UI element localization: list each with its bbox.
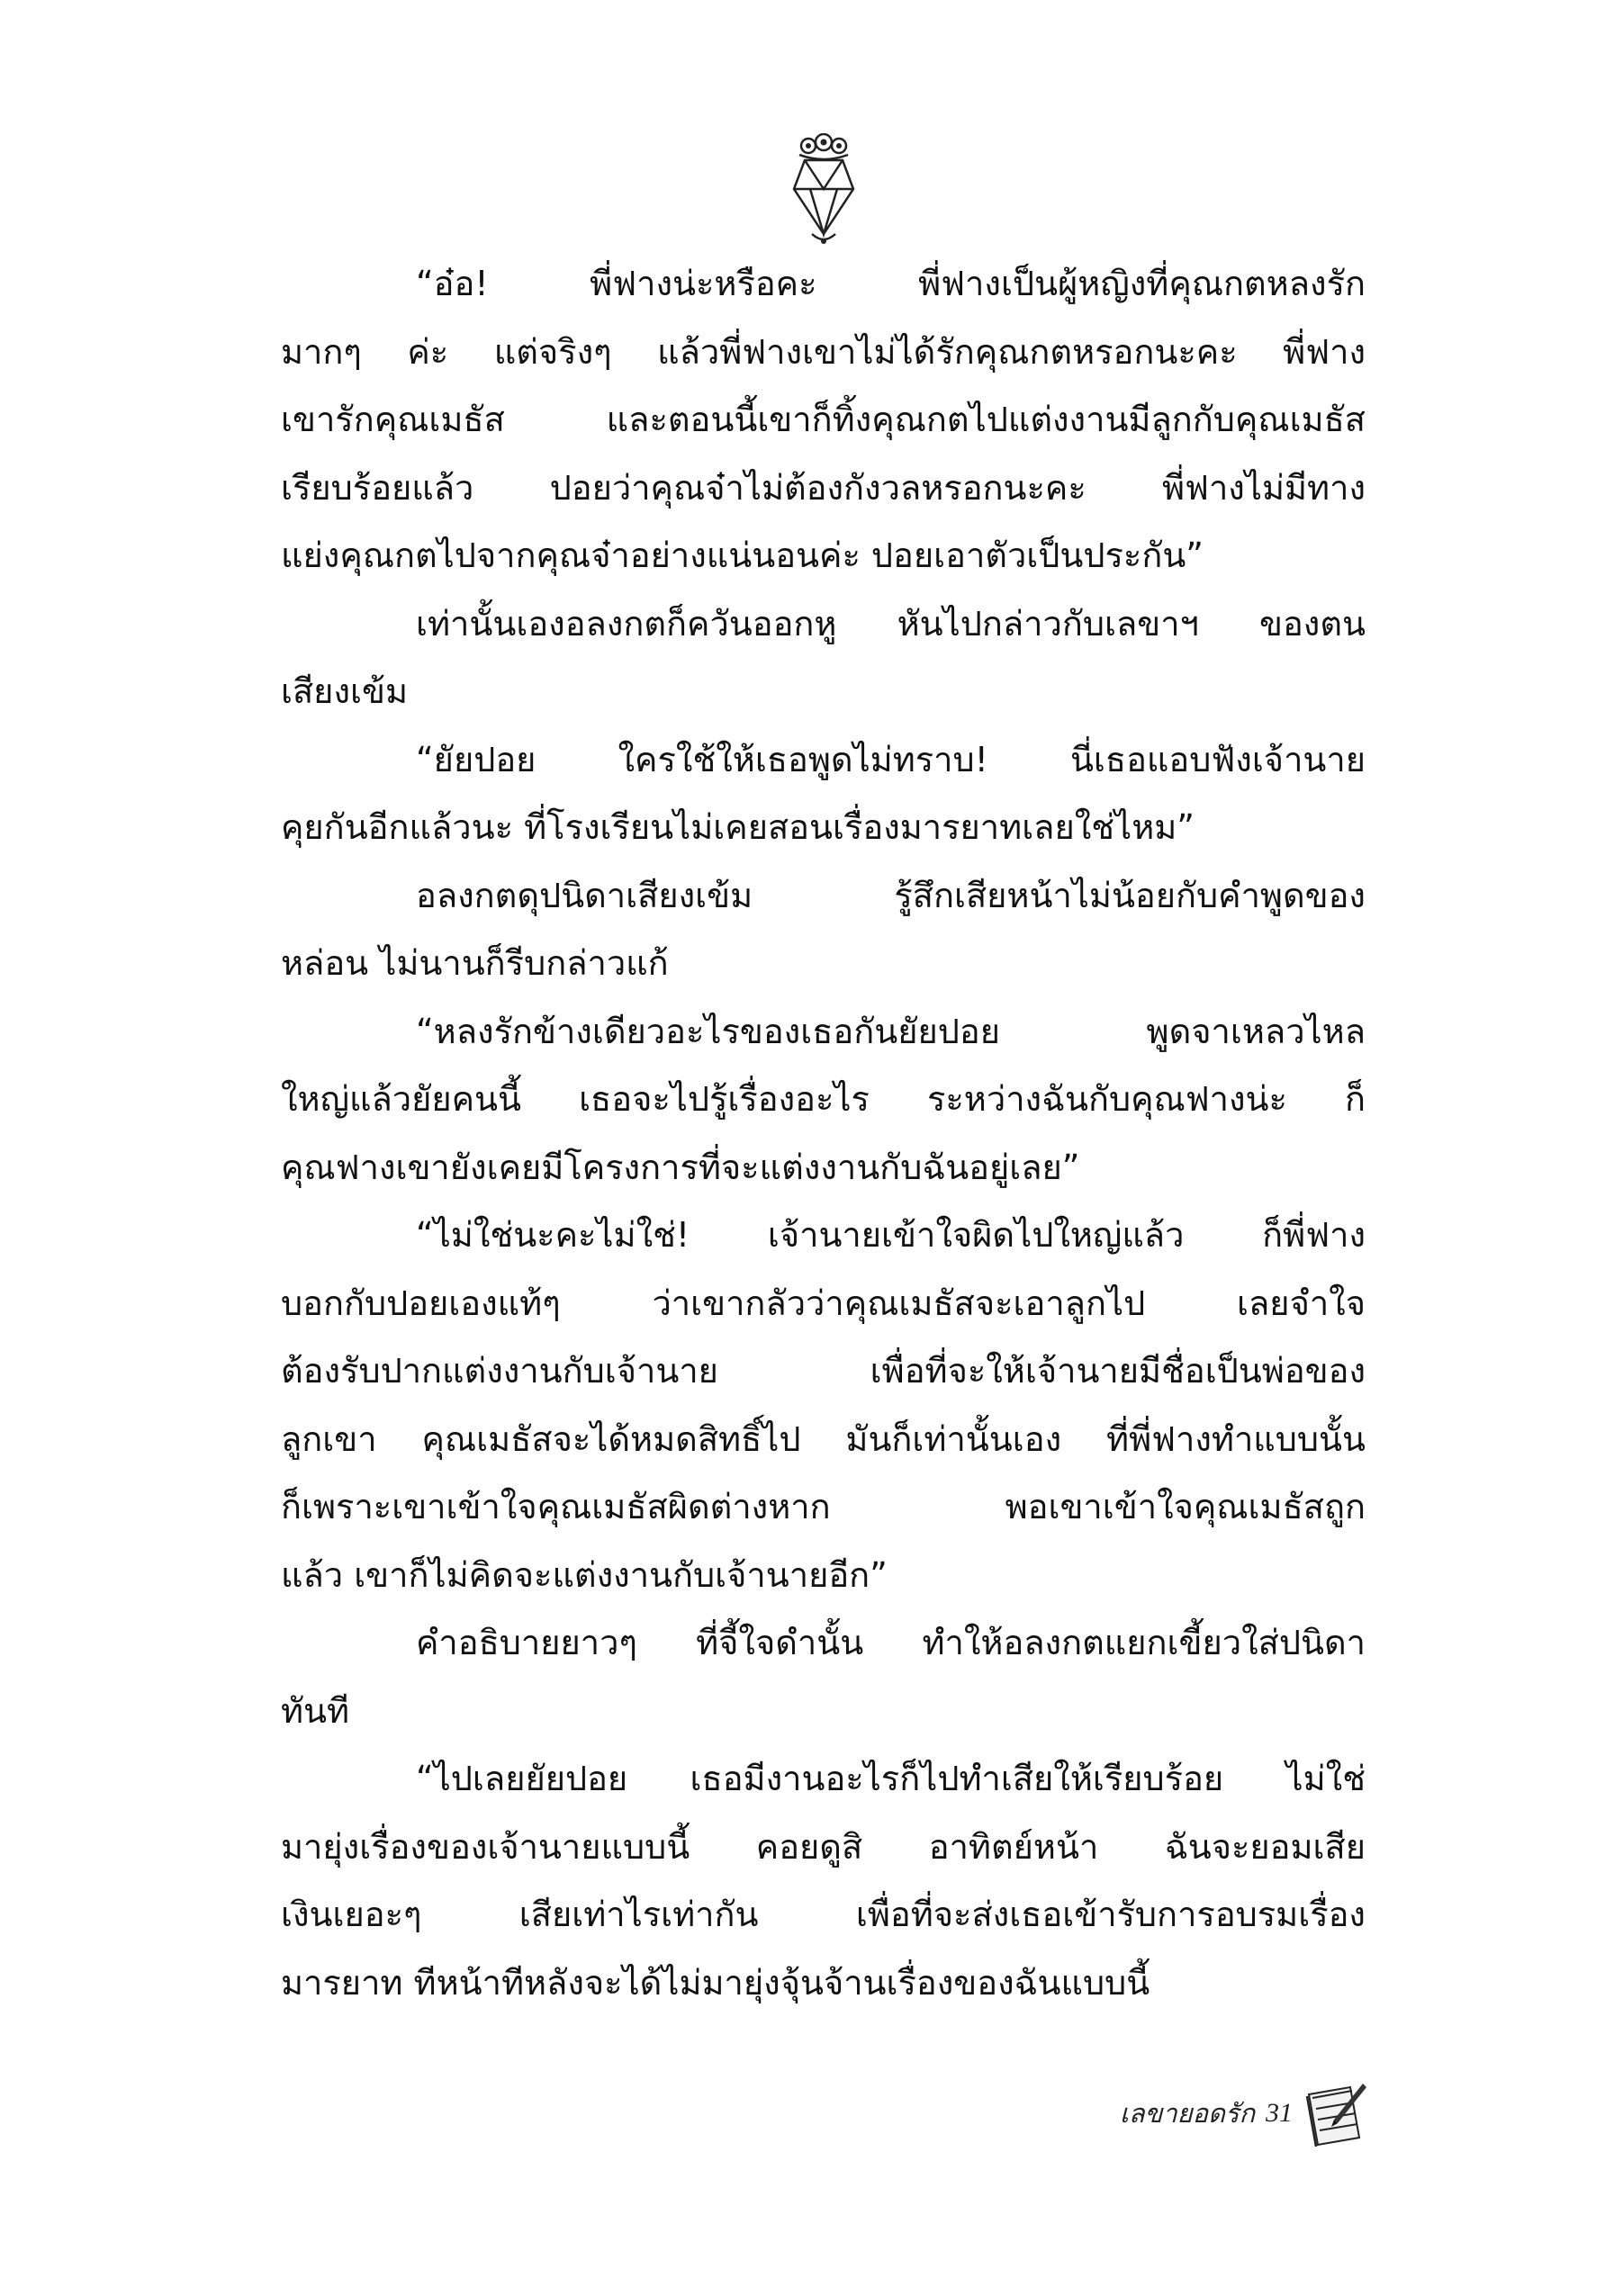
text-line: บอกกับปอยเองแท้ๆ ว่าเขากลัวว่าคุณเมธัสจะเอาลูกไป เลยจำใจ bbox=[281, 1283, 1366, 1323]
notepad-pen-icon bbox=[1302, 2078, 1368, 2148]
paragraph bbox=[281, 862, 1366, 998]
text-line: “หลงรักข้างเดียวอะไรของเธอกันยัยปอย พูดจาเหลวไหล bbox=[416, 1011, 1366, 1051]
text-line: ต้องรับปากแต่งงานกับเจ้านาย เพื่อที่จะให้เจ้านายมีชื่อเป็นพ่อของ bbox=[281, 1351, 1366, 1391]
book-title: เลขายอดรัก bbox=[1119, 2098, 1255, 2129]
page-number: 31 bbox=[1266, 2098, 1293, 2128]
paragraph bbox=[281, 998, 1366, 1202]
page-footer bbox=[936, 2077, 1368, 2149]
text-line: หล่อน ไม่นานก็รีบกล่าวแก้ bbox=[281, 943, 669, 983]
text-line: “ไม่ใช่นะคะไม่ใช่! เจ้านายเข้าใจผิดไปใหญ่แล้ว ก็พี่ฟาง bbox=[416, 1215, 1366, 1255]
text-line: เท่านั้นเองอลงกตก็ควันออกหู หันไปกล่าวกับเลขาฯ ของตน bbox=[416, 603, 1366, 644]
text-line: อลงกตดุปนิดาเสียงเข้ม รู้สึกเสียหน้าไม่น้อยกับคำพูดของ bbox=[416, 875, 1366, 915]
text-line: ใหญ่แล้วยัยคนนี้ เธอจะไปรู้เรื่องอะไร ระหว่างฉันกับคุณฟางน่ะ ก็ bbox=[281, 1079, 1366, 1119]
text-line: เรียบร้อยแล้ว ปอยว่าคุณจ๋าไม่ต้องกังวลหรอกนะคะ พี่ฟางไม่มีทาง bbox=[281, 467, 1366, 508]
lantern-ornament-icon bbox=[774, 133, 873, 250]
body-text bbox=[281, 250, 1366, 2017]
text-line: “ไปเลยยัยปอย เธอมีงานอะไรก็ไปทำเสียให้เรียบร้อย ไม่ใช่ bbox=[416, 1759, 1366, 1798]
paragraph bbox=[281, 726, 1366, 862]
text-line: คุณฟางเขายังเคยมีโครงการที่จะแต่งงานกับฉันอยู่เลย” bbox=[281, 1147, 1080, 1187]
text-line: แย่งคุณกตไปจากคุณจ๋าอย่างแน่นอนค่ะ ปอยเอาตัวเป็นประกัน” bbox=[281, 536, 1204, 575]
paragraph bbox=[281, 250, 1366, 590]
text-line: เงินเยอะๆ เสียเท่าไรเท่ากัน เพื่อที่จะส่งเธอเข้ารับการอบรมเรื่อง bbox=[281, 1895, 1366, 1934]
text-line: เสียงเข้ม bbox=[281, 671, 409, 711]
paragraph bbox=[281, 1202, 1366, 1609]
text-line: แล้ว เขาก็ไม่คิดจะแต่งงานกับเจ้านายอีก” bbox=[281, 1554, 888, 1595]
text-line: ลูกเขา คุณเมธัสจะได้หมดสิทธิ์ไป มันก็เท่านั้นเอง ที่พี่ฟางทำแบบนั้น bbox=[281, 1418, 1366, 1459]
text-line: มากๆ ค่ะ แต่จริงๆ แล้วพี่ฟางเขาไม่ได้รักคุณกตหรอกนะคะ พี่ฟาง bbox=[281, 331, 1366, 372]
text-line: ทันที bbox=[281, 1690, 350, 1731]
text-line: “อ๋อ! พี่ฟางน่ะหรือคะ พี่ฟางเป็นผู้หญิงที่คุณกตหลงรัก bbox=[416, 264, 1366, 303]
paragraph bbox=[281, 1745, 1366, 2017]
text-line: เขารักคุณเมธัส และตอนนี้เขาก็ทิ้งคุณกตไปแต่งงานมีลูกกับคุณเมธัส bbox=[281, 400, 1366, 439]
paragraph bbox=[281, 1609, 1366, 1745]
text-line: ก็เพราะเขาเข้าใจคุณเมธัสผิดต่างหาก พอเขาเข้าใจคุณเมธัสถูก bbox=[281, 1487, 1366, 1526]
text-line: มายุ่งเรื่องของเจ้านายแบบนี้ คอยดูสิ อาทิตย์หน้า ฉันจะยอมเสีย bbox=[281, 1826, 1366, 1867]
paragraph bbox=[281, 590, 1366, 726]
text-line: “ยัยปอย ใครใช้ให้เธอพูดไม่ทราบ! นี่เธอแอบฟังเจ้านาย bbox=[416, 739, 1366, 779]
text-line: มารยาท ทีหน้าทีหลังจะได้ไม่มายุ่งจุ้นจ้านเรื่องของฉันแบบนี้ bbox=[281, 1962, 1150, 2003]
text-line: คุยกันอีกแล้วนะ ที่โรงเรียนไม่เคยสอนเรื่องมารยาทเลยใช่ไหม” bbox=[281, 807, 1195, 847]
text-line: คำอธิบายยาวๆ ที่จี้ใจดำนั้น ทำให้อลงกตแยกเขี้ยวใส่ปนิดา bbox=[416, 1623, 1366, 1662]
